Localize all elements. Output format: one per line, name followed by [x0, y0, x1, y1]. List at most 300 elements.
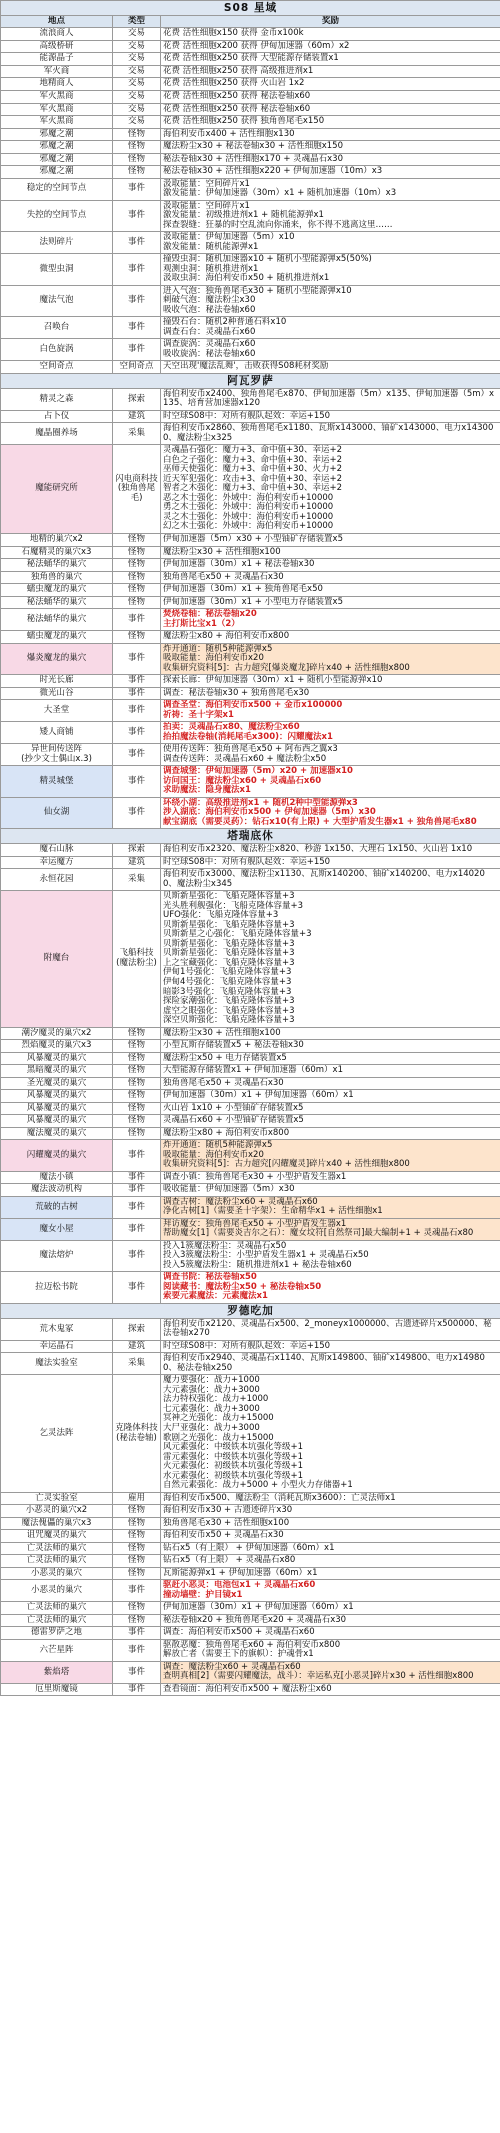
table-row	[1, 1614, 500, 1627]
type-cell: 事件	[113, 744, 161, 766]
type-cell: 雇用	[113, 1492, 161, 1505]
location-cell: 亡灵法师的巢穴	[1, 1602, 113, 1615]
type-cell: 怪物	[113, 128, 161, 141]
type-cell: 事件	[113, 254, 161, 286]
table-row	[1, 1353, 500, 1375]
type-cell: 事件	[113, 285, 161, 317]
reward-cell: 时空球S08中：对所有舰队起效：幸运+150	[161, 1340, 500, 1353]
table-row	[1, 141, 500, 154]
location-cell: 亡灵法师的巢穴	[1, 1555, 113, 1568]
type-cell: 飞船科技 (魔法粉尘)	[113, 891, 161, 1027]
reward-cell: 伊甸加速器（5m）x30 + 小型铀矿存储装置x5	[161, 533, 500, 546]
reward-cell: 投入1簇魔法粉尘：灵魂晶石x50 投入3簇魔法粉尘：小型护盾发生器x1 + 灵魂晶石x50 投入5簇魔法粉尘：随机推进剂x1 + 秘法卷轴x60	[161, 1240, 500, 1272]
reward-cell: 独角兽尾毛x50 + 灵魂晶石x30	[161, 571, 500, 584]
table-row	[1, 1517, 500, 1530]
location-cell: 法则碎片	[1, 232, 113, 254]
location-cell: 魔石山脉	[1, 844, 113, 857]
location-cell: 异世间传送阵 (抄少文士偶山x.3)	[1, 744, 113, 766]
table-row	[1, 1240, 500, 1272]
table-row	[1, 700, 500, 722]
type-cell: 交易	[113, 65, 161, 78]
reward-cell: 调查：海伯利安币x500 + 灵魂晶石x60	[161, 1627, 500, 1640]
reward-table-body	[1, 1, 500, 1696]
type-cell: 怪物	[113, 1040, 161, 1053]
location-cell: 小恶灵的巢穴	[1, 1567, 113, 1580]
type-cell: 采集	[113, 423, 161, 445]
type-cell: 事件	[113, 1140, 161, 1172]
reward-cell: 独角兽尾毛x30 + 活性细胞x100	[161, 1517, 500, 1530]
location-cell: 蠕虫魔龙的巢穴	[1, 631, 113, 644]
location-cell: 魔法傀儡的巢穴x3	[1, 1517, 113, 1530]
table-row	[1, 90, 500, 103]
reward-cell: 海伯利安币x2120、灵魂晶石x500、2_moneyx1000000、古遗迹碎片x500000、秘法卷轴x270	[161, 1318, 500, 1340]
reward-cell: 查看镜面：海伯利安币x500 + 魔法粉尘x60	[161, 1683, 500, 1696]
type-cell: 事件	[113, 643, 161, 675]
location-cell: 地精的巢穴x2	[1, 533, 113, 546]
table-row	[1, 643, 500, 675]
table-row	[1, 546, 500, 559]
location-cell: 小恶灵的巢穴	[1, 1580, 113, 1602]
reward-cell: 焚烧卷轴：秘法卷轴x20 主打斯比宝x1（2）	[161, 609, 500, 631]
reward-cell: 花费 活性细胞x250 获得 火山岩 1x2	[161, 78, 500, 91]
location-cell: 幸运魔方	[1, 856, 113, 869]
type-cell: 探索	[113, 388, 161, 410]
reward-cell: 瓦斯能源弹x1 + 伊甸加速器（60m）x1	[161, 1567, 500, 1580]
location-cell: 白色旋涡	[1, 339, 113, 361]
reward-cell: 小型瓦斯存储装置x5 + 秘法卷轴x30	[161, 1040, 500, 1053]
type-cell: 克隆体科技 (秘法卷轴)	[113, 1375, 161, 1492]
reward-cell: 时空球S08中：对所有舰队起效：幸运+150	[161, 410, 500, 423]
location-cell: 秘法蛹华的巢穴	[1, 559, 113, 572]
reward-cell: 伊甸加速器（30m）x1 + 独角兽尾毛x50	[161, 584, 500, 597]
location-cell: 德雷罗萨之地	[1, 1627, 113, 1640]
type-cell: 交易	[113, 53, 161, 66]
table-row	[1, 1218, 500, 1240]
reward-cell: 花费 活性细胞x200 获得 伊甸加速器（60m）x2	[161, 40, 500, 53]
reward-cell: 秘法卷轴x30 + 活性细胞x220 + 伊甸加速器（10m）x3	[161, 166, 500, 179]
location-cell: 蠕虫魔龙的巢穴	[1, 584, 113, 597]
location-cell: 魔法小镇	[1, 1171, 113, 1184]
location-cell: 魔法波动机构	[1, 1184, 113, 1197]
type-cell: 事件	[113, 1218, 161, 1240]
type-cell: 怪物	[113, 1567, 161, 1580]
type-cell: 建筑	[113, 410, 161, 423]
location-cell: 邪魔之潮	[1, 153, 113, 166]
location-cell: 召唤台	[1, 317, 113, 339]
reward-cell: 海伯利安币x3000、魔法粉尘x1130、瓦斯x140200、铀矿x140200、电力x140200、魔法粉尘x345	[161, 869, 500, 891]
type-cell: 怪物	[113, 584, 161, 597]
reward-cell: 魔法粉尘x30 + 活性细胞x100	[161, 546, 500, 559]
type-cell: 事件	[113, 700, 161, 722]
reward-cell: 伊甸加速器（30m）x1 + 小型电力存储装置x5	[161, 596, 500, 609]
reward-cell: 调查：魔法粉尘x60 + 灵魂晶石x60 查明真相[2]（需要闪耀魔法，战斗）：幸运私克[小恶灵]碎片x30 + 活性细胞x800	[161, 1661, 500, 1683]
type-cell: 怪物	[113, 1614, 161, 1627]
table-row	[1, 1127, 500, 1140]
reward-cell: 探索长廊：伊甸加速器（30m）x1 + 随机小型能源弹x10	[161, 675, 500, 688]
table-row	[1, 856, 500, 869]
table-row	[1, 559, 500, 572]
table-row	[1, 166, 500, 179]
reward-cell: 花费 活性细胞x250 获得 秘法卷轴x60	[161, 90, 500, 103]
table-row	[1, 1375, 500, 1492]
type-cell: 怪物	[113, 533, 161, 546]
table-row	[1, 1196, 500, 1218]
table-row	[1, 1052, 500, 1065]
section-header	[1, 373, 500, 388]
table-row	[1, 1115, 500, 1128]
reward-cell: 魔法粉尘x80 + 海伯利安币x800	[161, 1127, 500, 1140]
type-cell: 怪物	[113, 571, 161, 584]
reward-cell: 海伯利安币x50 + 灵魂晶石x30	[161, 1530, 500, 1543]
type-cell: 建筑	[113, 856, 161, 869]
reward-cell: 海伯利安币x400 + 活性细胞x130	[161, 128, 500, 141]
location-cell: 军火商	[1, 65, 113, 78]
reward-cell: 海伯利安币x2400、独角兽尾毛x870、伊甸加速器（5m）x135、伊甸加速器（5m）x135、培育营加速器x120	[161, 388, 500, 410]
reward-cell: 海伯利安币x2860、独角兽尾毛x1180、瓦斯x143000、铀矿x143000、电力x143000、魔法粉尘x325	[161, 423, 500, 445]
type-cell: 事件	[113, 178, 161, 200]
type-cell: 怪物	[113, 1102, 161, 1115]
location-cell: 魔法魔灵的巢穴	[1, 1127, 113, 1140]
location-cell: 厄里斯魔镜	[1, 1683, 113, 1696]
type-cell: 探索	[113, 844, 161, 857]
type-cell: 怪物	[113, 1090, 161, 1103]
location-cell: 流浪商人	[1, 28, 113, 41]
reward-cell: 魔法粉尘x50 + 电力存储装置x5	[161, 1052, 500, 1065]
column-header-location: 地点	[1, 15, 113, 28]
reward-cell: 贝斯新星强化：飞船克隆体容量+3 光头胜利舰强化：飞船克隆体容量+3 UFO强化：飞船克隆体容量+3 贝斯新星强化：飞船克隆体容量+3 贝斯新星之心强化：飞船克隆体容量+3 贝斯新星强化：飞船克隆体容量+3 贝斯新星强化：飞船克隆体容量+3 上之宝藏强化：飞船克隆体容量+3 伊甸1号强化：飞船克隆体容量+3 伊甸4号强化：飞船克隆体容量+3 暗影3号强化：飞船克隆体容量+3 探险家潮强化：飞船克隆体容量+3 虚空之眼强化：飞船克隆体容量+3 深空贝斯强化：飞船克隆体容量+3	[161, 891, 500, 1027]
reward-cell: 花费 活性细胞x250 获得 独角兽尾毛x150	[161, 116, 500, 129]
location-cell: 潮汐魔灵的巢穴x2	[1, 1027, 113, 1040]
reward-cell: 海伯利安币x2940、灵魂晶石x1140、瓦斯x149800、铀矿x149800、电力x149800、秘法卷轴x250	[161, 1353, 500, 1375]
reward-cell: 撞毁石台：随机2种普通石料x10 调查石台：灵魂晶石x60	[161, 317, 500, 339]
table-row	[1, 1602, 500, 1615]
reward-cell: 调查：秘法卷轴x30 + 独角兽尾毛x30	[161, 687, 500, 700]
table-row	[1, 285, 500, 317]
table-row	[1, 1184, 500, 1197]
reward-cell: 进入气泡：独角兽尾毛x30 + 随机小型能源弹x10 刺破气泡：魔法粉尘x30 吸收气泡：秘法卷轴x60	[161, 285, 500, 317]
table-row	[1, 1077, 500, 1090]
type-cell: 怪物	[113, 141, 161, 154]
location-cell: 亡灵法师的巢穴	[1, 1542, 113, 1555]
table-row	[1, 103, 500, 116]
table-row	[1, 53, 500, 66]
location-cell: 空间奇点	[1, 361, 113, 374]
table-row	[1, 339, 500, 361]
section-header	[1, 1303, 500, 1318]
section-title: 塔瑞底休	[1, 829, 500, 844]
type-cell: 怪物	[113, 1127, 161, 1140]
reward-cell: 使用传送阵：独角兽尾毛x50 + 阿布西之翼x3 调查传送阵：灵魂晶石x60 + 魔法粉尘x50	[161, 744, 500, 766]
location-cell: 六芒星阵	[1, 1639, 113, 1661]
location-cell: 亡灵法师的巢穴	[1, 1614, 113, 1627]
table-row	[1, 584, 500, 597]
type-cell: 怪物	[113, 1542, 161, 1555]
reward-cell: 海伯利安币x2320、魔法粉尘x820、秒游 1x150、大理石 1x150、火山岩 1x10	[161, 844, 500, 857]
section-header	[1, 829, 500, 844]
table-row	[1, 844, 500, 857]
table-row	[1, 797, 500, 829]
location-cell: 秘法蛹华的巢穴	[1, 596, 113, 609]
location-cell: 魔女小屋	[1, 1218, 113, 1240]
type-cell: 事件	[113, 766, 161, 798]
type-cell: 怪物	[113, 1517, 161, 1530]
column-header-type: 类型	[113, 15, 161, 28]
table-row	[1, 153, 500, 166]
location-cell: 诅咒魔灵的巢穴	[1, 1530, 113, 1543]
reward-cell: 魔法粉尘x30 + 活性细胞x100	[161, 1027, 500, 1040]
type-cell: 事件	[113, 1240, 161, 1272]
table-row	[1, 1492, 500, 1505]
table-row	[1, 1505, 500, 1518]
reward-cell: 海伯利安币x500、魔法粉尘（消耗瓦斯x3600）：亡灵法师x1	[161, 1492, 500, 1505]
location-cell: 秘法蛹华的巢穴	[1, 609, 113, 631]
type-cell: 交易	[113, 103, 161, 116]
location-cell: 荒破的古树	[1, 1196, 113, 1218]
reward-cell: 拜访魔女：独角兽尾毛x50 + 小型护盾发生器x1 帮助魔女[1]（需要炎吉尔之石）：魔女坟符[自然祭司]最大编制+1 + 灵魂晶石x80	[161, 1218, 500, 1240]
table-row	[1, 65, 500, 78]
table-row	[1, 178, 500, 200]
section-title: 阿瓦罗萨	[1, 373, 500, 388]
reward-cell: 天空出现'魔法乱舞'，击败获得S08耗材奖励	[161, 361, 500, 374]
column-header-reward: 奖励	[161, 15, 500, 28]
location-cell: 风暴魔灵的巢穴	[1, 1115, 113, 1128]
table-row	[1, 1040, 500, 1053]
type-cell: 空间奇点	[113, 361, 161, 374]
type-cell: 事件	[113, 1627, 161, 1640]
type-cell: 怪物	[113, 1065, 161, 1078]
type-cell: 事件	[113, 1272, 161, 1304]
table-row	[1, 388, 500, 410]
type-cell: 事件	[113, 687, 161, 700]
location-cell: 紫焰塔	[1, 1661, 113, 1683]
reward-cell: 灵魂晶石x60 + 小型铀矿存储装置x5	[161, 1115, 500, 1128]
reward-cell: 秘法卷轴x30 + 活性细胞x170 + 灵魂晶石x30	[161, 153, 500, 166]
type-cell: 怪物	[113, 1505, 161, 1518]
location-cell: 幸运晶石	[1, 1340, 113, 1353]
type-cell: 怪物	[113, 166, 161, 179]
table-row	[1, 1661, 500, 1683]
location-cell: 烈焰魔灵的巢穴x3	[1, 1040, 113, 1053]
table-row	[1, 254, 500, 286]
reward-cell: 魔力要强化：战力+1000 大元素强化：战力+3000 法力特权强化：战力+1000 七元素强化：战力+3000 冥神之光强化：战力+15000 大尸亚强化：战力+3000 歌剧之光强化：战力+15000 风元素强化：中级铁本坑强化等级+1 雷元素强化：中级铁本坑强化等级+1 火元素强化：初级铁本坑强化等级+1 水元素强化：初级铁本坑强化等级+1 自然元素强化：战力+5000 + 小型火力存储器+1	[161, 1375, 500, 1492]
location-cell: 军火黑商	[1, 90, 113, 103]
table-row	[1, 232, 500, 254]
type-cell: 怪物	[113, 1115, 161, 1128]
location-cell: 亡灵实验室	[1, 1492, 113, 1505]
reward-cell: 独角兽尾毛x50 + 灵魂晶石x30	[161, 1077, 500, 1090]
table-row	[1, 1171, 500, 1184]
location-cell: 附魔台	[1, 891, 113, 1027]
reward-cell: 伊甸加速器（30m）x1 + 伊甸加速器（60m）x1	[161, 1602, 500, 1615]
table-row	[1, 1530, 500, 1543]
table-row	[1, 1627, 500, 1640]
reward-cell: 调查古树：魔法粉尘x60 + 灵魂晶石x60 净化古树[1]（需要圣十字架）：生命精华x1 + 活性细胞x1	[161, 1196, 500, 1218]
reward-cell: 拍卖：灵魂晶石x80、魔法粉尘x60 抬拍魔法卷轴(消耗尾毛x300)：闪耀魔法x1	[161, 722, 500, 744]
location-cell: 矮人商铺	[1, 722, 113, 744]
column-header-row	[1, 15, 500, 28]
location-cell: 永恒花园	[1, 869, 113, 891]
type-cell: 闪电商科技 (独角兽尾毛)	[113, 445, 161, 534]
type-cell: 交易	[113, 28, 161, 41]
location-cell: 石魔精灵的巢穴x3	[1, 546, 113, 559]
type-cell: 事件	[113, 675, 161, 688]
location-cell: 微光山谷	[1, 687, 113, 700]
location-cell: 魔法气泡	[1, 285, 113, 317]
table-row	[1, 744, 500, 766]
reward-cell: 花费 活性细胞x150 获得 金币x100k	[161, 28, 500, 41]
location-cell: 失控的空间节点	[1, 200, 113, 232]
type-cell: 事件	[113, 609, 161, 631]
reward-cell: 钻石x5（有上限） + 灵魂晶石x80	[161, 1555, 500, 1568]
type-cell: 交易	[113, 40, 161, 53]
table-row	[1, 410, 500, 423]
table-row	[1, 1140, 500, 1172]
table-row	[1, 1683, 500, 1696]
type-cell: 怪物	[113, 1602, 161, 1615]
table-row	[1, 317, 500, 339]
location-cell: 风暴魔灵的巢穴	[1, 1052, 113, 1065]
location-cell: 地精商人	[1, 78, 113, 91]
type-cell: 事件	[113, 1171, 161, 1184]
reward-cell: 环绕小湖：高级推进剂x1 + 随机2种中型能源弹x3 涉入湖底：海伯利安币x500 + 伊甸加速器（5m）x30 献宝湖底（需要灵药）：钻石x10(有上限) + 大型护盾发生器x1 + 独角兽尾毛x80	[161, 797, 500, 829]
location-cell: 荒木鬼冢	[1, 1318, 113, 1340]
location-cell: 邪魔之潮	[1, 128, 113, 141]
reward-cell: 花费 活性细胞x250 获得 秘法卷轴x60	[161, 103, 500, 116]
table-row	[1, 1272, 500, 1304]
table-row	[1, 596, 500, 609]
table-row	[1, 128, 500, 141]
type-cell: 怪物	[113, 546, 161, 559]
table-row	[1, 675, 500, 688]
section-header	[1, 1, 500, 16]
reward-cell: 汲取能量：空间碎片x1 激发能量：初级推进剂x1 + 随机能源弹x1 探查裂缝：狂暴的时空乱流向你涌来，你不得不逃离这里……	[161, 200, 500, 232]
type-cell: 事件	[113, 232, 161, 254]
reward-cell: 钻石x5（有上限） + 伊甸加速器（60m）x1	[161, 1542, 500, 1555]
table-row	[1, 361, 500, 374]
table-row	[1, 1090, 500, 1103]
location-cell: 时光长廊	[1, 675, 113, 688]
location-cell: 军火黑商	[1, 116, 113, 129]
location-cell: 圣光魔灵的巢穴	[1, 1077, 113, 1090]
table-row	[1, 766, 500, 798]
reward-cell: 调查城堡：伊甸加速器（5m）x20 + 加速器x10 访问国王：魔法粉尘x60 + 灵魂晶石x60 求助魔法：隐身魔法x1	[161, 766, 500, 798]
table-row	[1, 445, 500, 534]
type-cell: 怪物	[113, 1027, 161, 1040]
table-row	[1, 1340, 500, 1353]
type-cell: 交易	[113, 116, 161, 129]
reward-cell: 驱赶小恶灵：电池包x1 + 灵魂晶石x60 撞动墙壁：护目镜x1	[161, 1580, 500, 1602]
table-row	[1, 1027, 500, 1040]
table-row	[1, 116, 500, 129]
type-cell: 怪物	[113, 153, 161, 166]
table-row	[1, 1102, 500, 1115]
reward-cell: 汲取能量：空间碎片x1 激发能量：伊甸加速器（30m）x1 + 随机加速器（10m）x3	[161, 178, 500, 200]
location-cell: 黑暗魔灵的巢穴	[1, 1065, 113, 1078]
table-row	[1, 1580, 500, 1602]
location-cell: 大圣堂	[1, 700, 113, 722]
type-cell: 事件	[113, 1639, 161, 1661]
type-cell: 事件	[113, 722, 161, 744]
type-cell: 采集	[113, 1353, 161, 1375]
type-cell: 怪物	[113, 596, 161, 609]
location-cell: 风暴魔灵的巢穴	[1, 1102, 113, 1115]
reward-cell: 调查圣堂：海伯利安币x500 + 金币x100000 祈祷：圣十字架x1	[161, 700, 500, 722]
table-row	[1, 1639, 500, 1661]
type-cell: 事件	[113, 200, 161, 232]
type-cell: 事件	[113, 1580, 161, 1602]
type-cell: 事件	[113, 1196, 161, 1218]
reward-cell: 调查旋涡：灵魂晶石x60 吸收旋涡：秘法卷轴x60	[161, 339, 500, 361]
reward-cell: 魔法粉尘x30 + 秘法卷轴x30 + 活性细胞x150	[161, 141, 500, 154]
table-row	[1, 631, 500, 644]
type-cell: 事件	[113, 797, 161, 829]
reward-cell: 秘法卷轴x20 + 独角兽尾毛x20 + 灵魂晶石x30	[161, 1614, 500, 1627]
table-row	[1, 609, 500, 631]
type-cell: 建筑	[113, 1340, 161, 1353]
location-cell: 魔晶圈养场	[1, 423, 113, 445]
type-cell: 交易	[113, 90, 161, 103]
reward-cell: 吸收能量：伊甸加速器（5m）x30	[161, 1184, 500, 1197]
type-cell: 怪物	[113, 631, 161, 644]
table-row	[1, 1542, 500, 1555]
reward-cell: 花费 活性细胞x250 获得 高级推进剂x1	[161, 65, 500, 78]
type-cell: 怪物	[113, 1555, 161, 1568]
table-row	[1, 423, 500, 445]
location-cell: 占卜仪	[1, 410, 113, 423]
table-row	[1, 891, 500, 1027]
reward-cell: 灵魂晶石强化：魔力+3、命中值+30、幸运+2 白色之子强化：魔力+3、命中值+30、幸运+2 巫师天使强化：魔力+3、命中值+30、火力+2 近天军犯强化：攻击+3、命中值+30、幸运+2 智者之木强化：魔力+3、命中值+30、幸运+2 恶之木士强化：外域中：海伯利安币+10000 勇之木士强化：外域中：海伯利安币+10000 灵之木士强化：外域中：海伯利安币+10000 幻之木士强化：外域中：海伯利安币+10000	[161, 445, 500, 534]
reward-cell: 炸开通道：随机5种能源弹x5 吸取能量：海伯利安币x20 收集研究资料[5]：古力超究[闪耀魔灵]碎片x40 + 活性细胞x800	[161, 1140, 500, 1172]
reward-cell: 汲取能量：伊甸加速器（5m）x10 激发能量：随机能源弹x1	[161, 232, 500, 254]
section-title: S08 星域	[1, 1, 500, 16]
type-cell: 事件	[113, 317, 161, 339]
location-cell: 风暴魔灵的巢穴	[1, 1090, 113, 1103]
location-cell: 魔能研究所	[1, 445, 113, 534]
table-row	[1, 687, 500, 700]
location-cell: 能源晶子	[1, 53, 113, 66]
reward-cell: 魔法粉尘x80 + 海伯利安币x800	[161, 631, 500, 644]
reward-cell: 海伯利安币x30 + 古遗迹碎片x30	[161, 1505, 500, 1518]
location-cell: 军火黑商	[1, 103, 113, 116]
type-cell: 怪物	[113, 1530, 161, 1543]
location-cell: 魔法熔炉	[1, 1240, 113, 1272]
location-cell: 精灵之森	[1, 388, 113, 410]
location-cell: 邪魔之潮	[1, 141, 113, 154]
table-row	[1, 1555, 500, 1568]
reward-cell: 大型能源存储装置x1 + 伊甸加速器（60m）x1	[161, 1065, 500, 1078]
reward-cell: 伊甸加速器（30m）x1 + 伊甸加速器（60m）x1	[161, 1090, 500, 1103]
location-cell: 拉迈松书院	[1, 1272, 113, 1304]
section-title: 罗德吃加	[1, 1303, 500, 1318]
location-cell: 魔法实验室	[1, 1353, 113, 1375]
reward-cell: 撞毁虫洞：随机加速器x10 + 随机小型能源弹x5(50%) 观测虫洞：随机推进剂x1 汲取虫洞：海伯利安币x50 + 随机推进剂x1	[161, 254, 500, 286]
table-row	[1, 722, 500, 744]
table-row	[1, 40, 500, 53]
table-row	[1, 28, 500, 41]
location-cell: 爆炎魔龙的巢穴	[1, 643, 113, 675]
reward-cell: 驱散恶魔：独角兽尾毛x60 + 海伯利安币x800 解放亡者（需要王下的旗帜）：护魂骨x1	[161, 1639, 500, 1661]
reward-cell: 调查小镇：独角兽尾毛x30 + 小型护盾发生器x1	[161, 1171, 500, 1184]
type-cell: 怪物	[113, 1052, 161, 1065]
type-cell: 事件	[113, 1683, 161, 1696]
location-cell: 乞灵法阵	[1, 1375, 113, 1492]
type-cell: 交易	[113, 78, 161, 91]
reward-cell: 花费 活性细胞x250 获得 大型能源存储装置x1	[161, 53, 500, 66]
table-row	[1, 533, 500, 546]
location-cell: 微型虫洞	[1, 254, 113, 286]
reward-cell: 炸开通道：随机5种能源弹x5 吸取能量：海伯利安币x20 收集研究资料[5]：古力超究[爆炎魔龙]碎片x40 + 活性细胞x800	[161, 643, 500, 675]
table-row	[1, 1567, 500, 1580]
